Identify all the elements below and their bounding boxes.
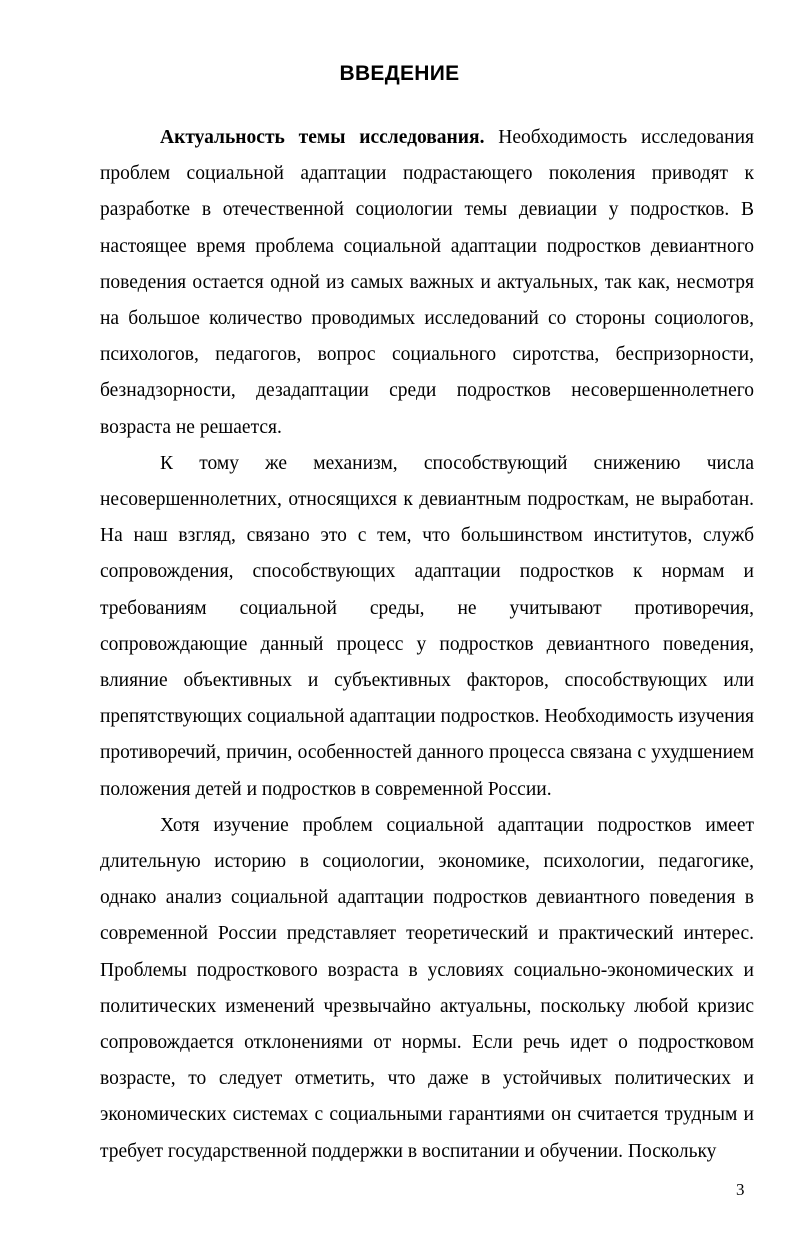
paragraph-lead: Актуальность темы исследования. — [160, 127, 485, 148]
paragraph-mechanism: К тому же механизм, способствующий снижению числа несовершеннолетних, относящихся к девиантным подросткам, не выработан. На наш взгляд, связано это с тем, что большинством институтов, служб сопровождения, способствующих адаптации подростков к нормам и требованиям социальной среды, не учитывают противоречия, сопровождающие данный процесс у подростков девиантного поведения, влияние объективных и субъективных факторов, способствующих или препятствующих социальной адаптации подростков. Необходимость изучения противоречий, причин, особенностей данного процесса связана с ухудшением положения детей и подростков в современной России. — [100, 452, 754, 800]
body-text — [100, 120, 754, 1170]
page-title: ВВЕДЕНИЕ — [339, 62, 460, 85]
paragraph-text: Необходимость исследования проблем социальной адаптации подрастающего поколения приводят к разработке в отечественной социологии темы девиации у подростков. В настоящее время проблема социальной адаптации подростков девиантного поведения остается одной из самых важных и актуальных, так как, несмотря на большое количество проводимых исследований со стороны социологов, психологов, педагогов, вопрос социального сиротства, беспризорности, безнадзорности, дезадаптации среди подростков несовершеннолетнего возраста не решается. — [100, 127, 754, 438]
paragraph-history: Хотя изучение проблем социальной адаптации подростков имеет длительную историю в социологии, экономике, психологии, педагогике, однако анализ социальной адаптации подростков девиантного поведения в современной России представляет теоретический и практический интерес. Проблемы подросткового возраста в условиях социально-экономических и политических изменений чрезвычайно актуальны, поскольку любой кризис сопровождается отклонениями от нормы. Если речь идет о подростковом возрасте, то следует отметить, что даже в устойчивых политических и экономических системах с социальными гарантиями он считается трудным и требует государственной поддержки в воспитании и обучении. Поскольку — [100, 814, 754, 1162]
paragraph-relevance — [100, 120, 754, 446]
page-number: 3 — [736, 1180, 745, 1199]
